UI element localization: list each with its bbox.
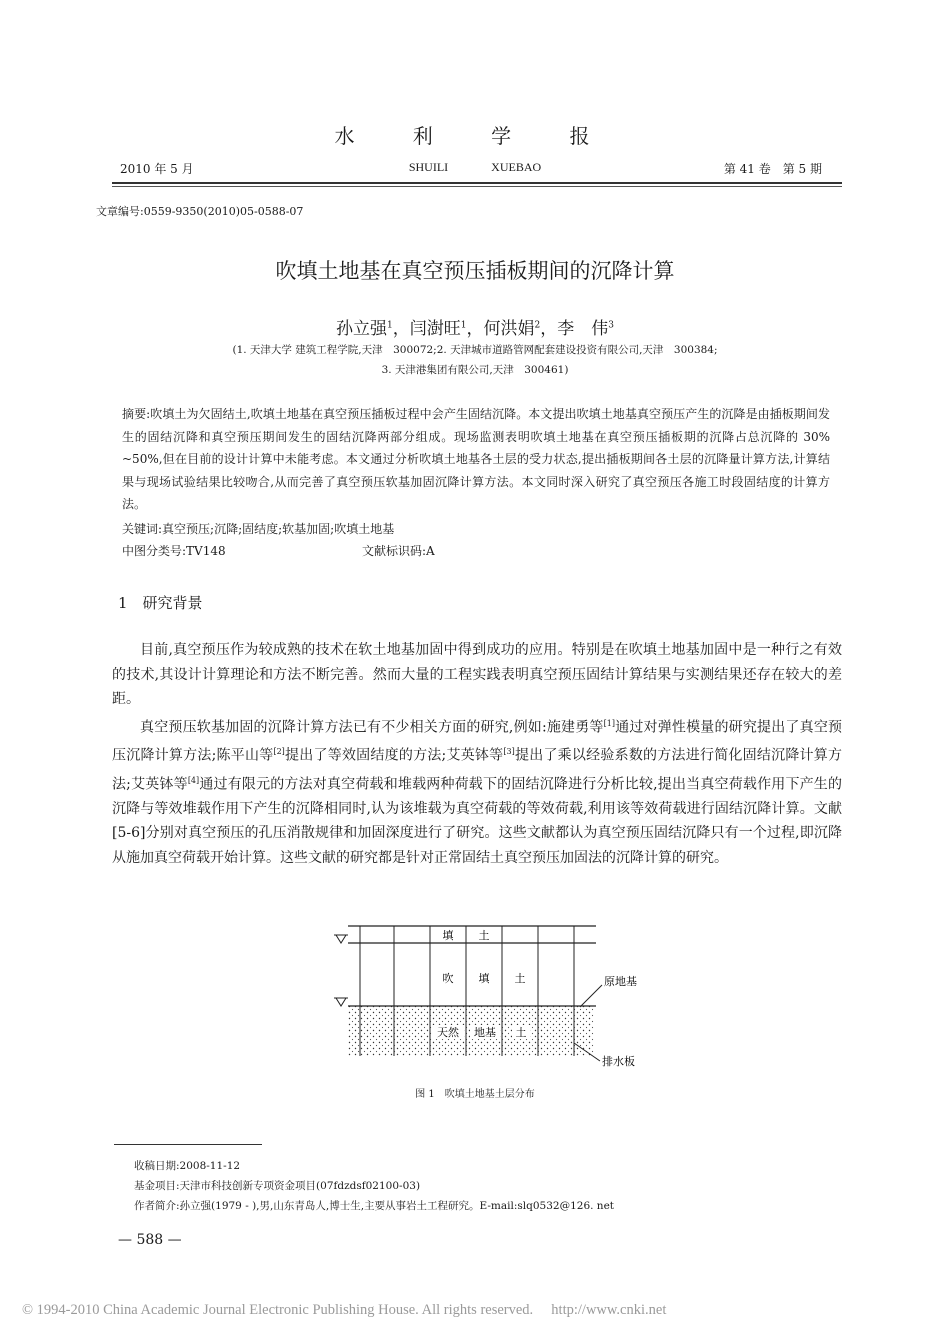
affiliation-line-2: 3. 天津港集团有限公司,天津 300461) [381, 364, 569, 376]
document-code: 文献标识码:A [362, 544, 435, 558]
section-heading: 1 研究背景 [118, 594, 203, 612]
copyright-notice: © 1994-2010 China Academic Journal Electronic Publishing House. All rights reserved. http://www.cnki.net [22, 1302, 667, 1318]
author-name: 孙立强 [336, 319, 388, 339]
author-affiliation-mark: 3 [608, 320, 614, 331]
paragraph-text: 目前,真空预压作为较成熟的技术在软土地基加固中得到成功的应用。特别是在吹填土地基加固中是一种行之有效的技术,其设计计算理论和方法不断完善。然而大量的工程实践表明真空预压固结计算结果与实测结果还存在较大的差距。 [112, 642, 842, 708]
author-name: 李 伟 [557, 319, 609, 339]
paragraph-text [112, 712, 842, 871]
water-level-icon [336, 998, 346, 1006]
original-ground-leader [580, 985, 602, 1007]
author-separator: ， [540, 319, 558, 339]
journal-title: 水 利 学 报 [334, 124, 616, 148]
article-number: 文章编号:0559-9350(2010)05-0588-07 [96, 205, 304, 218]
body-paragraph-1 [112, 638, 842, 712]
footnote-rule [114, 1144, 262, 1145]
paragraph-segment: 提出了等效固结度的方法;艾英钵等 [284, 747, 504, 764]
dredger-label-2: 填 [478, 972, 490, 985]
figure-caption: 图 1 吹填土地基土层分布 [415, 1089, 535, 1100]
volume-issue: 第 41 卷 第 5 期 [723, 162, 822, 176]
author-separator: ， [392, 319, 410, 339]
author-affiliation-mark: 1 [460, 320, 467, 331]
footnote-fund: 基金项目:天津市科技创新专项资金项目(07fdzdsf02100-03) [134, 1180, 421, 1192]
author-affiliation-mark: 2 [534, 320, 541, 331]
dredger-label-3: 土 [514, 972, 526, 985]
author-name: 闫澍旺 [409, 319, 461, 339]
paragraph-segment: 真空预压软基加固的沉降计算方法已有不少相关方面的研究,例如:施建勇等 [140, 719, 604, 736]
drain-board-label: 排水板 [602, 1055, 635, 1068]
page-number: — 588 — [118, 1232, 182, 1248]
footnote-author-bio: 作者简介:孙立强(1979 - ),男,山东青岛人,博士生,主要从事岩土工程研究。E-mail:slq0532@126. net [134, 1200, 615, 1212]
header-rule-thin [112, 186, 842, 187]
water-level-icon [336, 935, 346, 943]
classification-number: 中图分类号:TV148 [122, 544, 226, 558]
dredger-label-1: 吹 [442, 972, 454, 985]
paragraph-segment: 通过对弹性模量的研究提出了真空预压沉降计算方法;陈平山等 [112, 719, 843, 764]
affiliation-line-1: (1. 天津大学 建筑工程学院,天津 300072;2. 天津城市道路管网配套建设投资有限公司,天津 300384; [232, 344, 718, 356]
body-paragraph-2 [112, 712, 842, 871]
author-affiliation-mark: 1 [387, 320, 393, 331]
author-separator: ， [466, 319, 484, 339]
paper-title: 吹填土地基在真空预压插板期间的沉降计算 [275, 259, 675, 283]
keywords: 关键词:真空预压;沉降;固结度;软基加固;吹填土地基 [122, 522, 395, 536]
journal-pinyin-2: XUEBAO [491, 160, 542, 174]
journal-pinyin-1: SHUILI [408, 160, 449, 174]
original-ground-label: 原地基 [604, 975, 637, 988]
header-rule [112, 182, 842, 184]
soil-layer-figure [330, 915, 650, 1075]
fill-label-2: 土 [478, 929, 490, 942]
natural-label-3: 土 [515, 1026, 527, 1039]
natural-label-2: 地基 [474, 1026, 496, 1039]
natural-label-1: 天然 [437, 1026, 459, 1039]
citation-ref: [3] [503, 747, 515, 757]
author-name: 何洪娟 [483, 319, 535, 339]
fill-label-1: 填 [442, 929, 454, 942]
abstract: 摘要:吹填土为欠固结土,吹填土地基在真空预压插板过程中会产生固结沉降。本文提出吹填土地基真空预压产生的沉降是由插板期间发生的固结沉降和真空预压期间发生的固结沉降两部分组成。现场监测表明吹填土地基在真空预压插板期的沉降占总沉降的 30% ~50%,但在目前的设计计算中未能考虑。本文通过分析吹填土地基各土层的受力状态,提出插板期间各土层的沉降量计算方法,计算结果与现场试验结果比较吻合,从而完善了真空预压软基加固沉降计算方法。本文同时深入研究了真空预压各施工时段固结度的计算方法。 [122, 407, 830, 511]
paragraph-segment: 通过有限元的方法对真空荷载和堆载两种荷载下的固结沉降进行分析比较,提出当真空荷载作用下产生的沉降与等效堆载作用下产生的沉降相同时,认为该堆载为真空荷载的等效荷载,利用该等效荷载进行固结沉降计算。文献[5-6]分别对真空预压的孔压消散规律和加固深度进行了研究。这些文献都认为真空预压固结沉降只有一个过程,即沉降从施加真空荷载开始计算。这些文献的研究都是针对正常固结土真空预压加固法的沉降计算的研究。 [112, 776, 842, 866]
citation-ref: [1] [603, 719, 615, 728]
issue-date: 2010 年 5 月 [120, 162, 194, 176]
paragraph-segment: 提出了乘以经验系数的方法进行简化固结沉降计算方法;艾英钵等 [112, 747, 843, 793]
author-list [0, 314, 950, 339]
citation-ref: [2] [273, 747, 285, 757]
citation-ref: [4] [187, 775, 200, 785]
footnote-received: 收稿日期:2008-11-12 [134, 1160, 241, 1172]
